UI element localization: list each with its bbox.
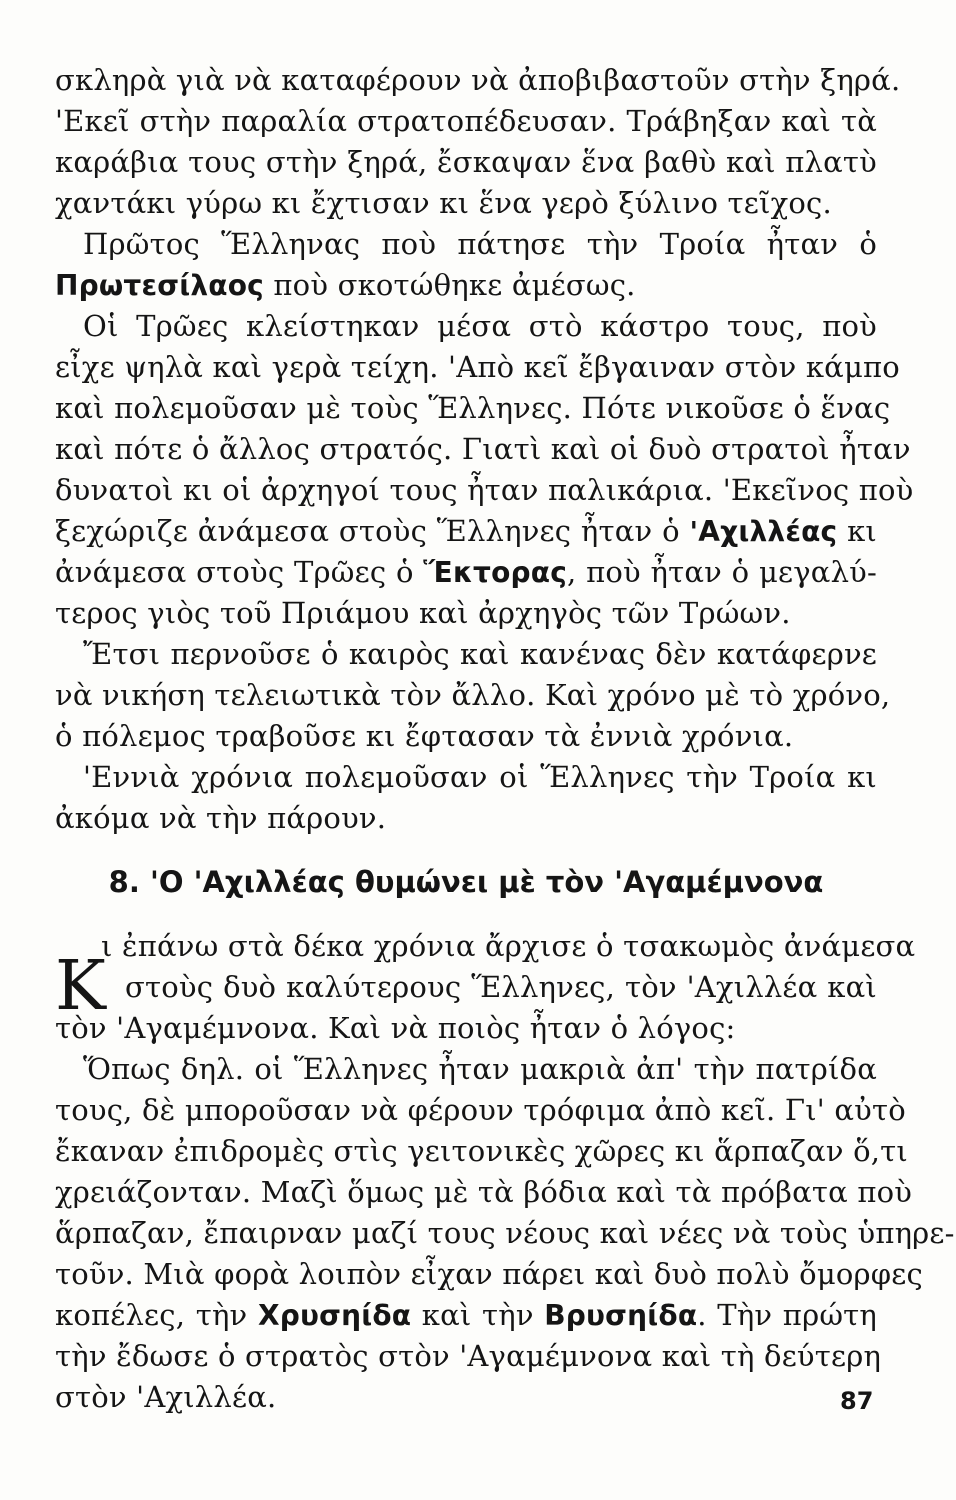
- bold-name: 'Αχιλλέας: [689, 515, 838, 548]
- text-line: τερος γιὸς τοῦ Πριάμου καὶ ἀρχηγὸς τῶν Τρώων.: [55, 596, 791, 630]
- bold-name: Χρυσηίδα: [257, 1299, 412, 1332]
- text-line: τοῦν. Μιὰ φορὰ λοιπὸν εἶχαν πάρει καὶ δυὸ πολὺ ὄμορφες: [55, 1257, 923, 1291]
- bold-name: Ἕκτορας: [423, 556, 568, 589]
- page-number: 87: [840, 1387, 874, 1415]
- section-heading: 8. 'Ο 'Αχιλλέας θυμώνει μὲ τὸν 'Αγαμέμνονα: [108, 865, 824, 899]
- text-line: εἶχε ψηλὰ καὶ γερὰ τείχη. 'Απὸ κεῖ ἔβγαιναν στὸν κάμπο: [55, 350, 900, 384]
- text-line: καὶ πολεμοῦσαν μὲ τοὺς Ἕλληνες. Πότε νικοῦσε ὁ ἕνας: [55, 391, 891, 425]
- text-line: ξεχώριζε ἀνάμεσα στοὺς Ἕλληνες ἦταν ὁ 'Αχιλλέας κι: [55, 514, 877, 548]
- text-line: τὴν ἔδωσε ὁ στρατὸς στὸν 'Αγαμέμνονα καὶ τὴ δεύτερη: [55, 1339, 882, 1373]
- text-line: καράβια τους στὴν ξηρά, ἔσκαψαν ἕνα βαθὺ καὶ πλατὺ: [55, 145, 877, 179]
- text-line: στοὺς δυὸ καλύτερους Ἕλληνες, τὸν 'Αχιλλέα καὶ: [125, 970, 877, 1004]
- text-line: ἀνάμεσα στοὺς Τρῶες ὁ Ἕκτορας, ποὺ ἦταν ὁ μεγαλύ-: [55, 555, 877, 589]
- drop-cap: Κ: [55, 947, 106, 1026]
- text-line: ι ἐπάνω στὰ δέκα χρόνια ἄρχισε ὁ τσακωμὸς ἀνάμεσα: [101, 929, 916, 963]
- bold-name: Πρωτεσίλαος: [55, 269, 264, 302]
- text-line: κοπέλες, τὴν Χρυσηίδα καὶ τὴν Βρυσηίδα. Τὴν πρώτη: [55, 1298, 877, 1332]
- text-line: Πρῶτος Ἕλληνας ποὺ πάτησε τὴν Τροία ἦταν ὁ: [83, 227, 877, 261]
- text-line: τους, δὲ μποροῦσαν νὰ φέρουν τρόφιμα ἀπὸ κεῖ. Γι' αὐτὸ: [55, 1093, 906, 1127]
- text-line: χρειάζονταν. Μαζὶ ὅμως μὲ τὰ βόδια καὶ τὰ πρόβατα ποὺ: [55, 1175, 913, 1209]
- text-line: νὰ νικήση τελειωτικὰ τὸν ἄλλο. Καὶ χρόνο μὲ τὸ χρόνο,: [55, 678, 891, 712]
- bold-name: Βρυσηίδα: [544, 1299, 698, 1332]
- text-line: Ἔτσι περνοῦσε ὁ καιρὸς καὶ κανένας δὲν κατάφερνε: [83, 637, 877, 671]
- text-line: Οἱ Τρῶες κλείστηκαν μέσα στὸ κάστρο τους, ποὺ: [83, 309, 877, 343]
- text-line: ἔκαναν ἐπιδρομὲς στὶς γειτονικὲς χῶρες κι ἅρπαζαν ὅ,τι: [55, 1134, 908, 1168]
- text-line: Πρωτεσίλαος ποὺ σκοτώθηκε ἀμέσως.: [55, 268, 636, 302]
- text-line: Ὅπως δηλ. οἱ Ἕλληνες ἦταν μακριὰ ἀπ' τὴν πατρίδα: [83, 1052, 877, 1086]
- text-line: δυνατοὶ κι οἱ ἀρχηγοί τους ἦταν παλικάρια. 'Εκεῖνος ποὺ: [55, 473, 914, 507]
- text-line: στὸν 'Αχιλλέα.: [55, 1380, 277, 1414]
- text-line: 'Εννιὰ χρόνια πολεμοῦσαν οἱ Ἕλληνες τὴν Τροία κι: [83, 760, 877, 794]
- text-line: ἀκόμα νὰ τὴν πάρουν.: [55, 801, 387, 835]
- text-line: σκληρὰ γιὰ νὰ καταφέρουν νὰ ἀποβιβαστοῦν στὴν ξηρά.: [55, 63, 901, 97]
- text-line: ἅρπαζαν, ἔπαιρναν μαζί τους νέους καὶ νέες νὰ τοὺς ὑπηρε-: [55, 1216, 955, 1250]
- text-line: καὶ πότε ὁ ἄλλος στρατός. Γιατὶ καὶ οἱ δυὸ στρατοὶ ἦταν: [55, 432, 911, 466]
- text-line: ὁ πόλεμος τραβοῦσε κι ἔφτασαν τὰ ἐννιὰ χρόνια.: [55, 719, 794, 753]
- text-line: χαντάκι γύρω κι ἔχτισαν κι ἕνα γερὸ ξύλινο τεῖχος.: [55, 186, 832, 220]
- text-line: τὸν 'Αγαμέμνονα. Καὶ νὰ ποιὸς ἦταν ὁ λόγος:: [55, 1011, 736, 1045]
- text-line: 'Εκεῖ στὴν παραλία στρατοπέδευσαν. Τράβηξαν καὶ τὰ: [55, 104, 877, 138]
